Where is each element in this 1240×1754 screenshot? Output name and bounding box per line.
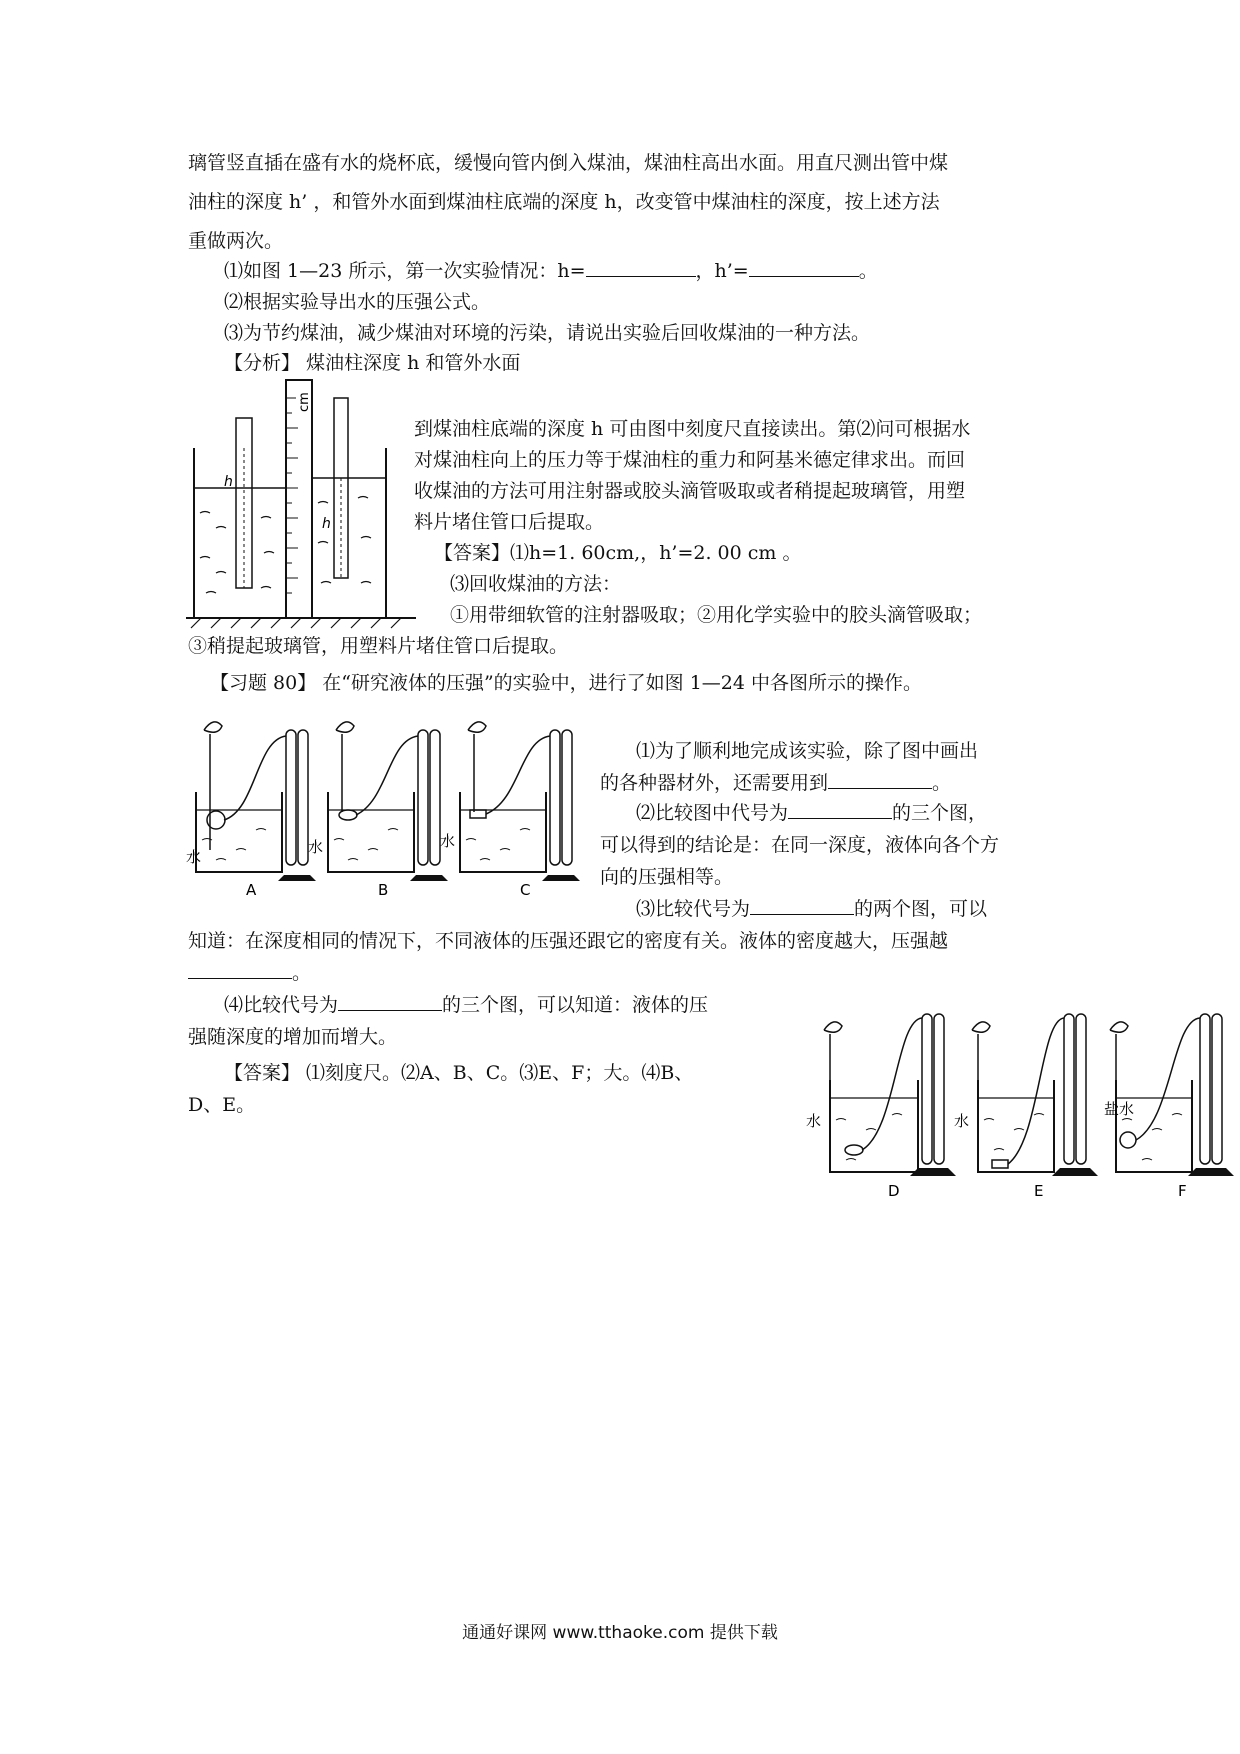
blank-tool [828,770,932,789]
ex-question-2a-end: 的三个图， [892,802,988,824]
question-1-sep: ，h’= [695,260,749,282]
ex-question-3d-end: 。 [292,962,312,984]
ex-question-1b-end: 。 [932,772,952,794]
exercise-80-heading: 【习题 80】 在“研究液体的压强”的实验中，进行了如图 1—24 中各图所示的操作。 [210,672,923,694]
ex-question-1b-text: 的各种器材外，还需要用到 [600,772,829,794]
figure-1-24-abc [186,700,586,900]
panel-d-liquid: 水 [806,1112,822,1130]
figure-1-23 [186,378,416,630]
answer-line-3: ①用带细软管的注射器吸取；②用化学实验中的胶头滴管吸取； [450,604,983,626]
analysis-line-4: 收煤油的方法可用注射器或胶头滴管吸取或者稍提起玻璃管，用塑 [414,480,966,502]
analysis-line-2: 到煤油柱底端的深度 h 可由图中刻度尺直接读出。第⑵问可根据水 [414,418,971,440]
ex-answer-1: 【答案】 ⑴刻度尺。⑵A、B、C。⑶E、F；大。⑷B、 [224,1062,694,1084]
question-3: ⑶为节约煤油，减少煤油对环境的污染，请说出实验后回收煤油的一种方法。 [224,322,871,344]
blank-h [586,258,696,277]
label-h-left: h [224,474,233,490]
blank-three-figures [788,800,892,819]
question-1 [224,258,878,284]
ex-question-3a [636,896,987,922]
panel-c-letter: C [520,881,531,899]
ex-question-4c: 强随深度的增加而增大。 [188,1026,398,1048]
panel-a-letter: A [246,881,257,899]
ex-question-3c: 知道：在深度相同的情况下，不同液体的压强还跟它的密度有关。液体的密度越大，压强越 [188,930,949,952]
ex-question-3a-text: ⑶比较代号为 [636,898,751,920]
analysis-line-5: 料片堵住管口后提取。 [414,511,605,533]
question-1-text: ⑴如图 1—23 所示，第一次实验情况：h= [224,260,586,282]
figure-1-24-def [806,1000,1236,1200]
ruler-unit: cm [297,392,312,412]
analysis-line-3: 对煤油柱向上的压力等于煤油柱的重力和阿基米德定律求出。而回 [414,449,966,471]
blank-h-prime [749,258,859,277]
ex-question-4a-end: 的三个图，可以知道：液体的压 [442,994,709,1016]
panel-b-liquid: 水 [308,838,324,856]
intro-line-2: 油柱的深度 h’ ，和管外水面到煤油柱底端的深度 h，改变管中煤油柱的深度，按上述方法 [188,191,940,213]
panel-c-liquid: 水 [440,832,456,850]
blank-depth-figures [338,992,442,1011]
page-footer: 通通好课网 www.tthaoke.com 提供下载 [462,1623,778,1643]
blank-two-figures [750,896,854,915]
ex-question-3a-end: 的两个图，可以 [854,898,988,920]
answer-line-2: ⑶回收煤油的方法： [450,573,622,595]
panel-d-letter: D [888,1182,900,1200]
answer-line-4: ③稍提起玻璃管，用塑料片堵住管口后提取。 [188,635,569,657]
ex-question-2d: 向的压强相等。 [600,866,734,888]
ex-question-3d [188,960,311,986]
label-h-right: h [322,516,331,532]
question-1-end: 。 [858,260,878,282]
intro-line-3: 重做两次。 [188,230,284,252]
ex-question-1a: ⑴为了顺利地完成该实验，除了图中画出 [636,740,979,762]
panel-e-letter: E [1034,1182,1044,1200]
intro-line-1: 璃管竖直插在盛有水的烧杯底，缓慢向管内倒入煤油，煤油柱高出水面。用直尺测出管中煤 [188,152,949,174]
panel-b-letter: B [378,881,389,899]
question-2: ⑵根据实验导出水的压强公式。 [224,291,491,313]
answer-line-1: 【答案】⑴h=1. 60cm,，h’=2. 00 cm 。 [434,542,802,564]
ex-question-2a-text: ⑵比较图中代号为 [636,802,789,824]
ex-question-4a-text: ⑷比较代号为 [224,994,339,1016]
panel-f-liquid: 盐水 [1104,1100,1135,1118]
ex-question-4a [224,992,708,1018]
ex-question-2c: 可以得到的结论是：在同一深度，液体向各个方 [600,834,1000,856]
ex-answer-2: D、E。 [188,1094,256,1116]
panel-f-letter: F [1178,1182,1187,1200]
blank-pressure [188,960,292,979]
ex-question-2a [636,800,987,826]
panel-e-liquid: 水 [954,1112,970,1130]
panel-a-liquid: 水 [186,848,202,866]
analysis-heading: 【分析】 煤油柱深度 h 和管外水面 [224,352,521,374]
ex-question-1b [600,770,951,796]
